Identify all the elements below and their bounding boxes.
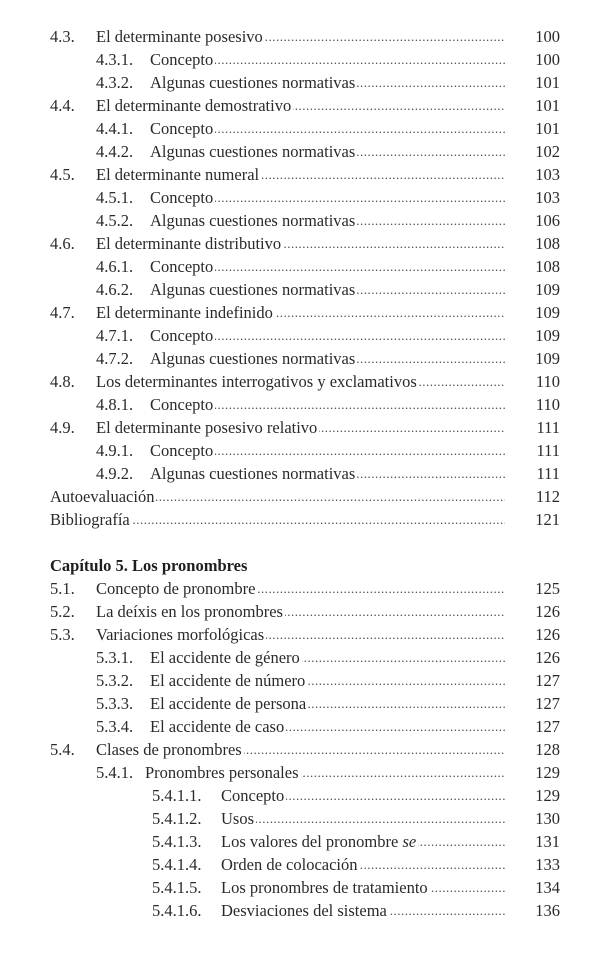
toc-entry-title (150, 395, 215, 414)
toc-entry-title (221, 901, 389, 920)
toc-entry-leader (221, 784, 505, 807)
toc-entry-page: 129 (535, 763, 560, 782)
toc-entry-leader (145, 761, 505, 784)
toc-entry-title-text: Los determinantes interrogativos y exclamativos (96, 372, 417, 391)
toc-entry-number: 4.4. (50, 96, 75, 115)
toc-entry-leader (96, 232, 505, 255)
toc-entry-page: 109 (535, 303, 560, 322)
toc-entry-leader (96, 301, 505, 324)
toc-entry-page: 108 (535, 257, 560, 276)
toc-entry-leader (96, 600, 505, 623)
toc-entry-leader (150, 71, 505, 94)
toc-entry-title-text: Algunas cuestiones normativas (150, 211, 356, 230)
toc-entry-title (96, 303, 275, 322)
toc-entry-page: 127 (535, 694, 560, 713)
table-of-contents (0, 25, 600, 922)
toc-entry-title-text: La deíxis en los pronombres (96, 602, 283, 621)
toc-entry-leader (150, 692, 505, 715)
toc-entry[interactable] (0, 577, 600, 600)
toc-entry-title-text: El determinante demostrativo (96, 96, 292, 115)
toc-entry[interactable] (0, 508, 600, 531)
toc-entry-title (96, 418, 319, 437)
toc-entry-title-text: El determinante indefinido (96, 303, 273, 322)
toc-entry-number: 5.4. (50, 740, 75, 759)
toc-entry-leader (150, 715, 505, 738)
toc-entry-number: 4.6.2. (96, 280, 134, 299)
toc-entry-title-text: Autoevaluación (50, 487, 155, 506)
toc-entry-leader (150, 646, 505, 669)
toc-entry-title-text: Orden de colocación (221, 855, 358, 874)
toc-entry[interactable] (0, 876, 600, 899)
toc-entry[interactable] (0, 692, 600, 715)
toc-entry[interactable] (0, 646, 600, 669)
toc-entry-leader (150, 186, 505, 209)
toc-entry-title-text: El accidente de caso (150, 717, 285, 736)
toc-entry-number: 4.3.1. (96, 50, 134, 69)
toc-entry[interactable] (0, 324, 600, 347)
toc-entry-number: 4.9.1. (96, 441, 134, 460)
toc-entry-number: 4.7.1. (96, 326, 134, 345)
toc-entry-title (96, 234, 283, 253)
toc-entry-number: 5.2. (50, 602, 75, 621)
toc-entry-leader (221, 830, 505, 853)
toc-entry-number: 4.4.1. (96, 119, 134, 138)
toc-entry-title (221, 786, 286, 805)
toc-entry[interactable] (0, 623, 600, 646)
toc-entry-number: 4.4.2. (96, 142, 134, 161)
toc-entry-title (150, 73, 357, 92)
toc-entry-title (150, 648, 302, 667)
toc-entry-title (150, 257, 215, 276)
toc-entry-number: 4.3.2. (96, 73, 134, 92)
toc-entry-title (150, 694, 308, 713)
toc-entry-leader (221, 807, 505, 830)
toc-entry-page: 134 (535, 878, 560, 897)
toc-entry-leader (150, 347, 505, 370)
toc-entry-title-text: Los pronombres de tratamiento (221, 878, 428, 897)
toc-entry-title (221, 855, 360, 874)
toc-entry-title (96, 165, 261, 184)
toc-section-chapter-4 (0, 25, 600, 531)
toc-entry[interactable] (0, 899, 600, 922)
toc-entry-leader (150, 462, 505, 485)
toc-entry-page: 101 (535, 73, 560, 92)
toc-entry-leader (96, 738, 505, 761)
toc-entry[interactable] (0, 278, 600, 301)
toc-entry-title-text: Variaciones morfológicas (96, 625, 265, 644)
toc-entry-title-text: Algunas cuestiones normativas (150, 464, 356, 483)
toc-entry[interactable] (0, 853, 600, 876)
toc-entry-title (150, 464, 357, 483)
toc-entry-title (150, 50, 215, 69)
toc-entry[interactable] (0, 715, 600, 738)
toc-entry-page: 102 (535, 142, 560, 161)
toc-entry-title (150, 211, 357, 230)
toc-entry-title-text: Concepto (221, 786, 285, 805)
toc-entry-page: 136 (535, 901, 560, 920)
toc-entry-page: 126 (535, 625, 560, 644)
toc-entry-page: 125 (535, 579, 560, 598)
toc-entry[interactable] (0, 669, 600, 692)
toc-entry[interactable] (0, 25, 600, 48)
toc-entry-title-text: Concepto (150, 257, 214, 276)
toc-entry-number: 5.4.1.6. (152, 901, 202, 920)
toc-entry-title-text: Concepto (150, 395, 214, 414)
toc-entry-page: 109 (535, 326, 560, 345)
toc-entry-page: 101 (535, 119, 560, 138)
toc-entry-title-text: Concepto (150, 50, 214, 69)
toc-entry-page: 110 (535, 372, 560, 391)
toc-entry[interactable] (0, 416, 600, 439)
toc-entry-leader (150, 439, 505, 462)
toc-entry-number: 4.5. (50, 165, 75, 184)
toc-entry-number: 4.9.2. (96, 464, 134, 483)
toc-entry-page: 131 (535, 832, 560, 851)
toc-entry-leader (150, 324, 505, 347)
toc-entry-title (96, 625, 266, 644)
toc-entry[interactable] (0, 232, 600, 255)
toc-entry-number: 4.6.1. (96, 257, 134, 276)
toc-entry[interactable] (0, 439, 600, 462)
toc-entry-number: 5.3.3. (96, 694, 134, 713)
toc-entry-page: 128 (535, 740, 560, 759)
toc-entry-page: 108 (535, 234, 560, 253)
toc-entry[interactable] (0, 370, 600, 393)
toc-entry[interactable] (0, 738, 600, 761)
toc-entry-title-text: El accidente de persona (150, 694, 307, 713)
toc-entry[interactable] (0, 255, 600, 278)
toc-entry-title-text: Algunas cuestiones normativas (150, 349, 356, 368)
toc-entry-title-text: El accidente de género (150, 648, 300, 667)
toc-entry-number: 5.4.1.3. (152, 832, 202, 851)
toc-entry[interactable] (0, 347, 600, 370)
toc-entry-number: 4.9. (50, 418, 75, 437)
toc-entry-title (96, 27, 265, 46)
toc-entry-title-text: Algunas cuestiones normativas (150, 73, 356, 92)
toc-entry-title-italic: se (402, 832, 417, 851)
toc-entry-number: 5.4.1.4. (152, 855, 202, 874)
toc-entry-number: 5.3. (50, 625, 75, 644)
toc-entry-title (145, 763, 301, 782)
toc-entry-number: 4.3. (50, 27, 75, 46)
toc-entry-page: 100 (535, 50, 560, 69)
toc-entry-number: 4.7.2. (96, 349, 134, 368)
toc-entry-title (96, 579, 257, 598)
toc-entry-title-text: Algunas cuestiones normativas (150, 280, 356, 299)
toc-entry-title (150, 188, 215, 207)
toc-entry-leader (96, 416, 505, 439)
toc-entry-page: 127 (535, 717, 560, 736)
toc-entry-leader (150, 209, 505, 232)
toc-entry-leader (221, 899, 505, 922)
toc-entry-leader (221, 853, 505, 876)
toc-entry-number: 4.5.1. (96, 188, 134, 207)
toc-entry-page: 129 (535, 786, 560, 805)
toc-entry-title (96, 372, 419, 391)
toc-entry[interactable] (0, 186, 600, 209)
toc-entry-title (150, 717, 286, 736)
toc-entry-leader (150, 255, 505, 278)
toc-entry[interactable] (0, 48, 600, 71)
toc-entry-page: 130 (535, 809, 560, 828)
toc-entry-number: 4.6. (50, 234, 75, 253)
toc-entry[interactable] (0, 117, 600, 140)
toc-entry-page: 111 (536, 418, 560, 437)
toc-entry-number: 4.8.1. (96, 395, 134, 414)
toc-entry[interactable] (0, 807, 600, 830)
toc-entry-page: 112 (535, 487, 560, 506)
toc-entry-title (150, 349, 357, 368)
toc-entry-title (150, 142, 357, 161)
toc-entry-title (50, 487, 156, 506)
toc-section-chapter-5 (0, 577, 600, 922)
toc-entry-leader (96, 94, 505, 117)
toc-entry-leader (150, 140, 505, 163)
toc-entry-leader (150, 117, 505, 140)
toc-entry-title (150, 119, 215, 138)
toc-entry-title (221, 832, 418, 851)
toc-entry[interactable] (0, 485, 600, 508)
toc-entry-title (150, 326, 215, 345)
toc-entry-page: 126 (535, 602, 560, 621)
toc-entry-title (150, 280, 357, 299)
toc-entry-title-text: Concepto (150, 441, 214, 460)
toc-entry[interactable] (0, 94, 600, 117)
toc-entry[interactable] (0, 830, 600, 853)
toc-entry-number: 5.3.1. (96, 648, 134, 667)
toc-entry-page: 127 (535, 671, 560, 690)
toc-entry[interactable] (0, 71, 600, 94)
toc-entry[interactable] (0, 140, 600, 163)
toc-entry-page: 121 (535, 510, 560, 529)
toc-entry-title (50, 510, 132, 529)
toc-entry[interactable] (0, 600, 600, 623)
toc-entry-title-text: Desviaciones del sistema (221, 901, 387, 920)
toc-entry-page: 103 (535, 188, 560, 207)
toc-entry-page: 133 (535, 855, 560, 874)
toc-entry-number: 5.4.1. (96, 763, 134, 782)
toc-entry[interactable] (0, 301, 600, 324)
toc-entry-number: 4.7. (50, 303, 75, 322)
toc-entry-number: 5.4.1.2. (152, 809, 202, 828)
toc-entry-page: 109 (535, 280, 560, 299)
toc-entry-page: 103 (535, 165, 560, 184)
toc-entry[interactable] (0, 784, 600, 807)
toc-entry-title-text: El determinante numeral (96, 165, 260, 184)
toc-entry-title (96, 602, 285, 621)
toc-entry-page: 111 (536, 441, 560, 460)
toc-entry-title-text: Concepto (150, 188, 214, 207)
toc-entry-title-text: El accidente de número (150, 671, 306, 690)
toc-entry-title-text: El determinante posesivo (96, 27, 263, 46)
toc-entry[interactable] (0, 209, 600, 232)
toc-entry-page: 111 (536, 464, 560, 483)
toc-entry-title (221, 878, 430, 897)
toc-entry-title-text: Usos (221, 809, 255, 828)
toc-entry[interactable] (0, 163, 600, 186)
toc-entry-title (96, 740, 244, 759)
toc-entry-number: 4.8. (50, 372, 75, 391)
toc-entry-page: 101 (535, 96, 560, 115)
toc-entry-number: 4.5.2. (96, 211, 134, 230)
toc-entry-title-text: Concepto (150, 326, 214, 345)
toc-entry-leader (96, 370, 505, 393)
toc-entry-title-text: Algunas cuestiones normativas (150, 142, 356, 161)
toc-entry-title (150, 671, 307, 690)
toc-entry-title-text: El determinante distributivo (96, 234, 282, 253)
toc-entry-title-text: Pronombres personales (145, 763, 299, 782)
chapter-heading: Capítulo 5. Los pronombres (50, 556, 248, 575)
toc-entry-leader (50, 508, 505, 531)
toc-entry-leader (96, 577, 505, 600)
toc-entry-title-text: El determinante posesivo relativo (96, 418, 318, 437)
toc-entry-title (150, 441, 215, 460)
toc-entry[interactable] (0, 462, 600, 485)
toc-entry-title-text: Bibliografía (50, 510, 130, 529)
toc-entry[interactable] (0, 393, 600, 416)
toc-entry-page: 109 (535, 349, 560, 368)
toc-entry-leader (150, 278, 505, 301)
toc-entry[interactable] (0, 761, 600, 784)
toc-entry-title-text: Concepto de pronombre (96, 579, 256, 598)
toc-entry-number: 5.4.1.1. (152, 786, 202, 805)
toc-entry-title-text: Clases de pronombres (96, 740, 242, 759)
toc-entry-number: 5.3.4. (96, 717, 134, 736)
toc-entry-leader (221, 876, 505, 899)
toc-entry-number: 5.3.2. (96, 671, 134, 690)
toc-entry-title-text: Concepto (150, 119, 214, 138)
toc-entry-leader (50, 485, 505, 508)
toc-entry-page: 110 (535, 395, 560, 414)
toc-entry-leader (96, 25, 505, 48)
toc-entry-leader (150, 48, 505, 71)
toc-entry-title-text: Los valores del pronombre (221, 832, 403, 851)
toc-entry-page: 100 (535, 27, 560, 46)
toc-entry-title (221, 809, 256, 828)
toc-entry-leader (96, 623, 505, 646)
toc-entry-leader (96, 163, 505, 186)
toc-entry-page: 126 (535, 648, 560, 667)
toc-entry-page: 106 (535, 211, 560, 230)
toc-entry-number: 5.4.1.5. (152, 878, 202, 897)
toc-entry-title (96, 96, 293, 115)
toc-entry-number: 5.1. (50, 579, 75, 598)
toc-entry-leader (150, 669, 505, 692)
toc-entry-leader (150, 393, 505, 416)
